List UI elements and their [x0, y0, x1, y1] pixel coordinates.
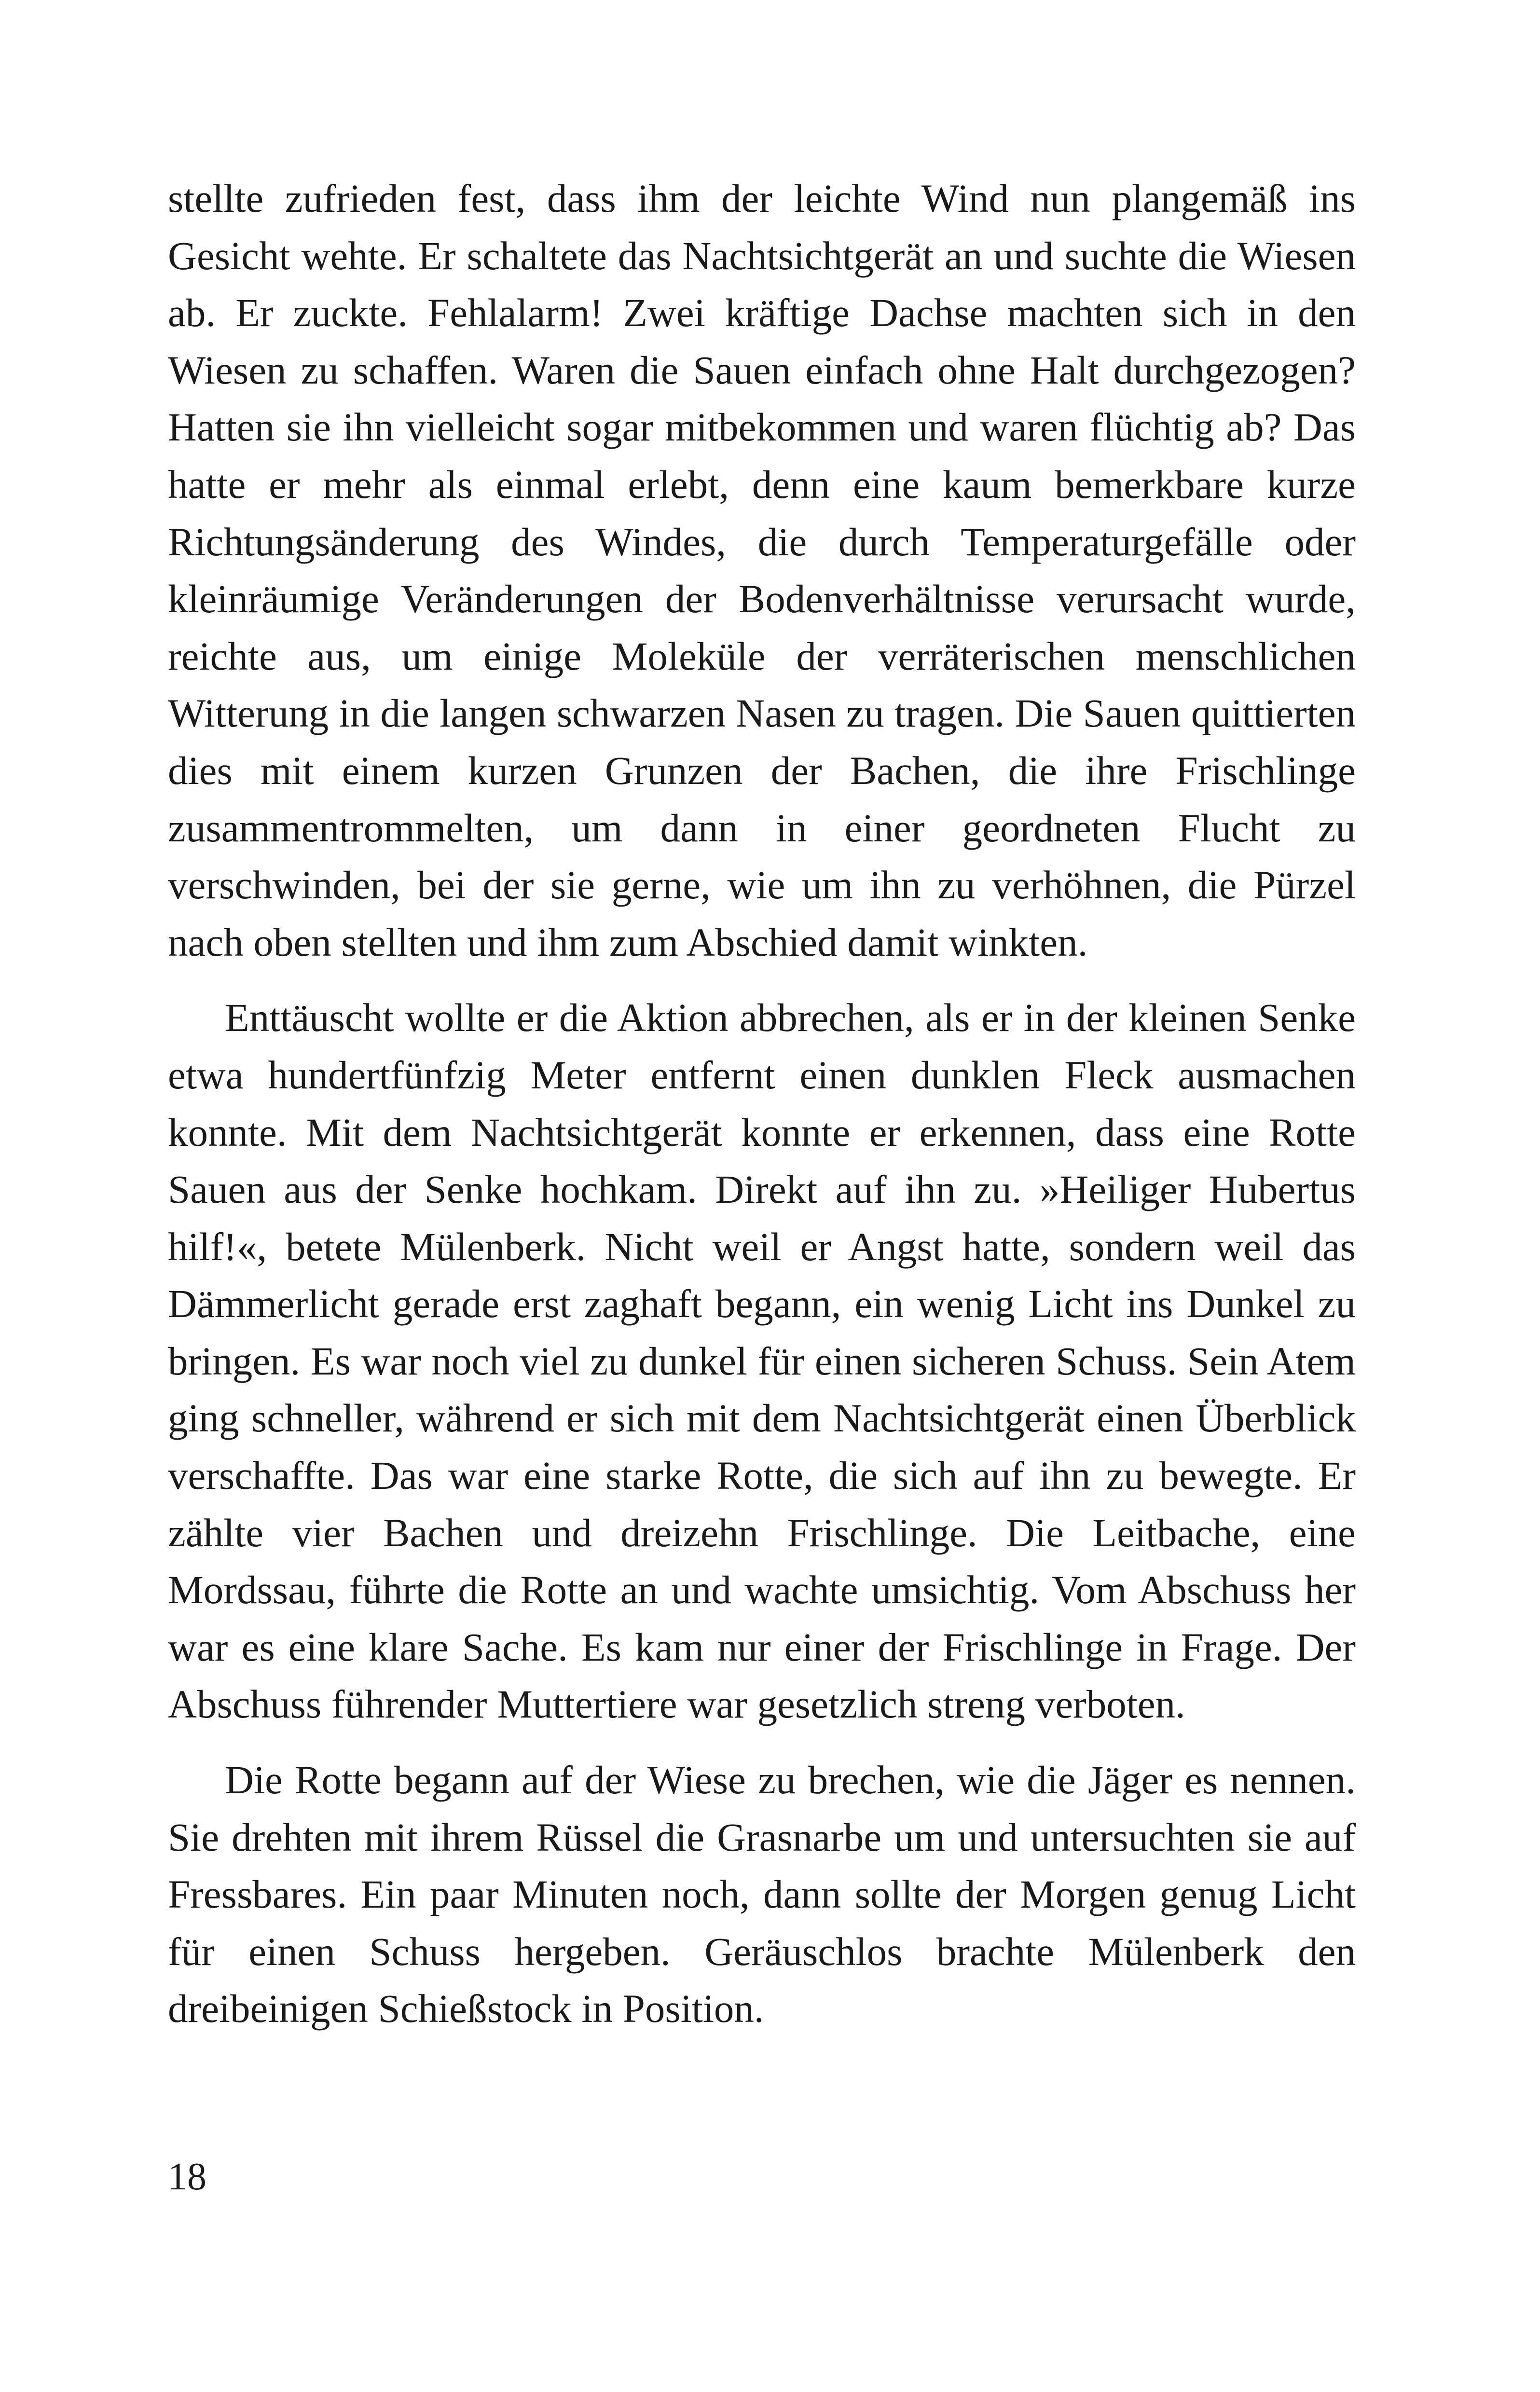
paragraph-2: Enttäuscht wollte er die Aktion abbrechen, als er in der kleinen Senke etwa hundertfünfzig Meter entfernt einen dunklen Fleck ausmachen konnte. Mit dem Nachtsichtgerät konnte er erkennen, dass eine Rotte Sauen aus der Senke hochkam. Direkt auf ihn zu. »Heiliger Hubertus hilf!«, betete Mülenberk. Nicht weil er Angst hatte, sondern weil das Dämmerlicht gerade erst zaghaft begann, ein wenig Licht ins Dunkel zu bringen. Es war noch viel zu dunkel für einen sicheren Schuss. Sein Atem ging schneller, während er sich mit dem Nachtsichtgerät einen Überblick verschaffte. Das war eine starke Rotte, die sich auf ihn zu bewegte. Er zählte vier Bachen und dreizehn Frischlinge. Die Leitbache, eine Mordssau, führte die Rotte an und wachte umsichtig. Vom Abschuss her war es eine klare Sache. Es kam nur einer der Frischlinge in Frage. Der Abschuss führender Muttertiere war gesetzlich streng verboten. [168, 995, 1356, 1727]
paragraph-gap [168, 971, 1356, 989]
body-text [168, 170, 1356, 2037]
paragraph-1: stellte zufrieden fest, dass ihm der leichte Wind nun plangemäß ins Gesicht wehte. Er schaltete das Nachtsichtgerät an und suchte die Wiesen ab. Er zuckte. Fehlalarm! Zwei kräftige Dachse machten sich in den Wiesen zu schaffen. Waren die Sauen einfach ohne Halt durchgezogen? Hatten sie ihn vielleicht sogar mitbekommen und waren flüchtig ab? Das hatte er mehr als einmal erlebt, denn eine kaum bemerkbare kurze Richtungsänderung des Windes, die durch Temperaturgefälle oder kleinräumige Veränderungen der Bodenverhältnisse verursacht wurde, reichte aus, um einige Moleküle der verräterischen menschlichen Witterung in die langen schwarzen Nasen zu tragen. Die Sauen quittierten dies mit einem kurzen Grunzen der Bachen, die ihre Frischlinge zusammentrommelten, um dann in einer geordneten Flucht zu verschwinden, bei der sie gerne, wie um ihn zu verhöhnen, die Pürzel nach oben stellten und ihm zum Abschied damit winkten. [168, 176, 1356, 964]
page-number: 18 [168, 2156, 206, 2198]
paragraph-3: Die Rotte begann auf der Wiese zu brechen, wie die Jäger es nennen. Sie drehten mit ihrem Rüssel die Grasnarbe um und untersuchten sie auf Fressbares. Ein paar Minuten noch, dann sollte der Morgen genug Licht für einen Schuss hergeben. Geräuschlos brachte Mülenberk den dreibeinigen Schießstock in Position. [168, 1758, 1356, 2031]
paragraph-gap [168, 1733, 1356, 1751]
